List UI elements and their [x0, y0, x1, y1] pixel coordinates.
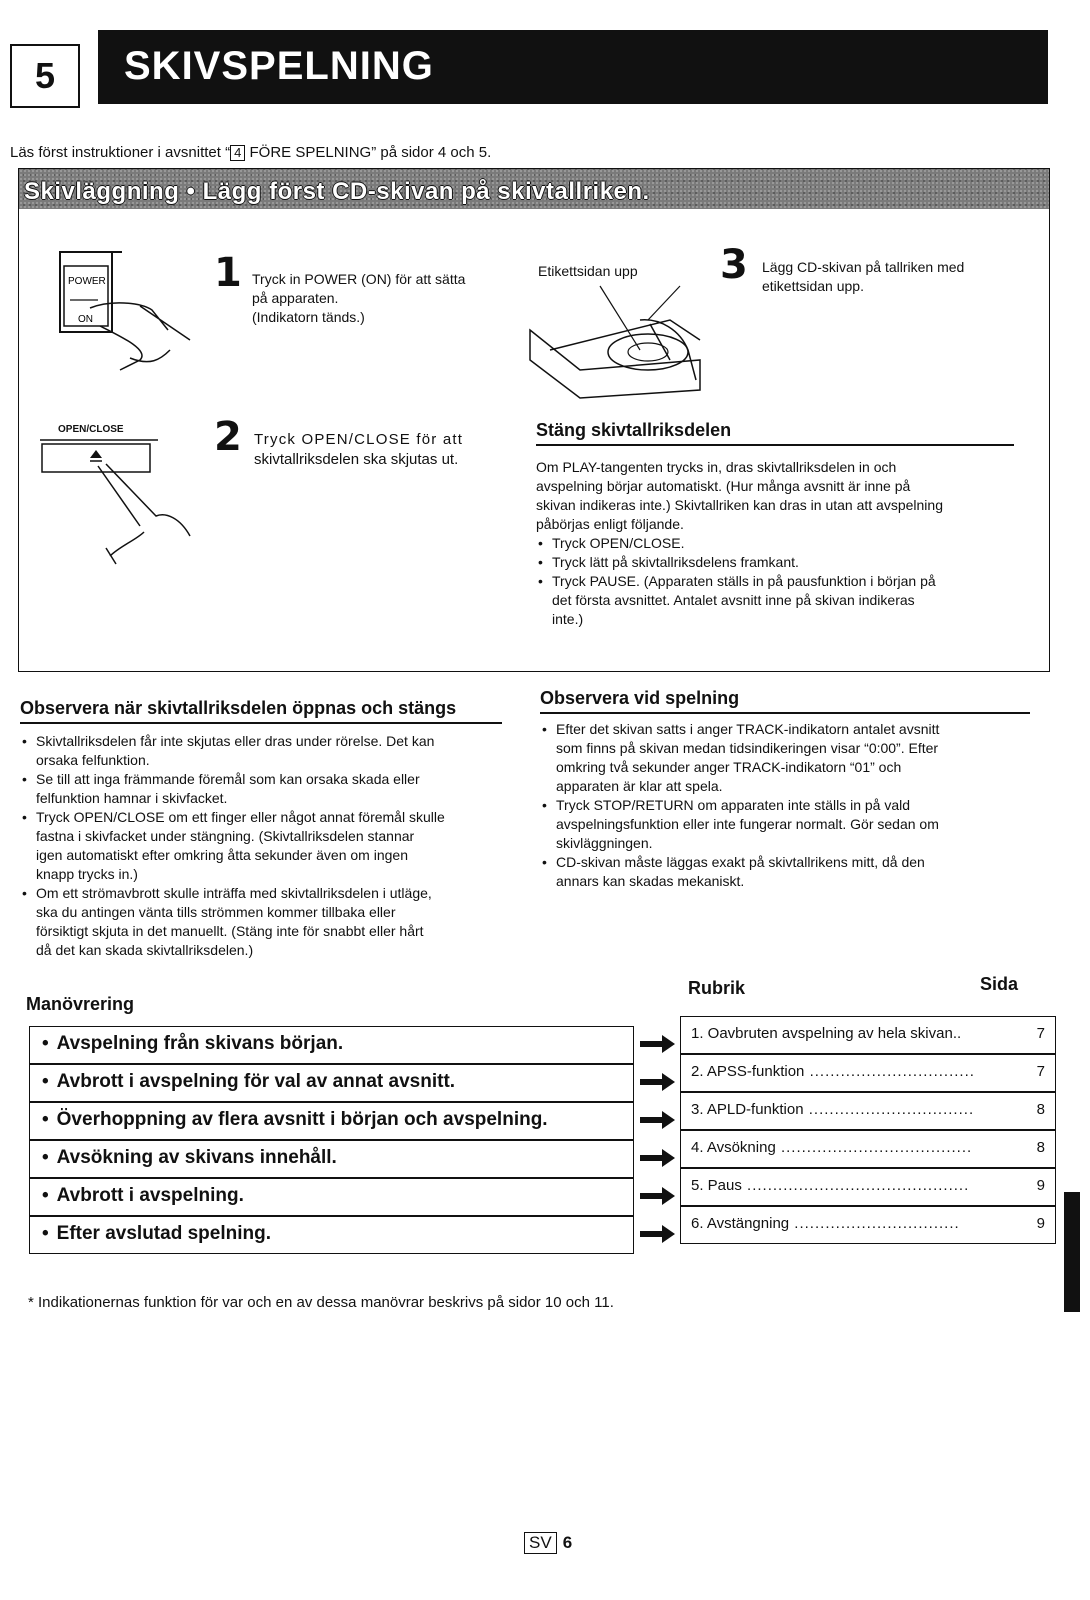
right-arrow-icon: [640, 1224, 676, 1244]
step-2-line: Tryck OPEN/CLOSE för att: [254, 431, 464, 448]
page-number-value: 6: [562, 1533, 573, 1552]
step-1-text: [252, 270, 465, 327]
on-label: ON: [78, 314, 93, 325]
operation-label: Avsökning av skivans innehåll.: [56, 1147, 337, 1168]
open-close-label: OPEN/CLOSE: [58, 424, 124, 435]
intro-text: [10, 144, 491, 161]
observe-play-list: [540, 720, 1036, 891]
topic-row: 4. Avsökning ..................................... 8: [680, 1130, 1056, 1168]
right-arrow-icon: [640, 1148, 676, 1168]
page-title: SKIVSPELNING: [124, 44, 434, 88]
open-close-illustration: [40, 436, 220, 576]
step-3-line: etikettsidan upp.: [762, 278, 864, 294]
observe-open-body: [20, 732, 510, 960]
topic-page: 8: [1036, 1139, 1045, 1156]
topic-label: 3. APLD-funktion: [691, 1101, 804, 1118]
topic-label: 1. Oavbruten avspelning av hela skivan..: [691, 1025, 962, 1042]
step-1-line: (Indikatorn tänds.): [252, 309, 365, 325]
topic-column-header: Rubrik: [688, 978, 746, 998]
right-arrow-icon: [640, 1072, 676, 1092]
footnote: * Indikationernas funktion för var och en av dessa manövrar beskrivs på sidor 10 och 11.: [28, 1294, 614, 1311]
topic-label: 5. Paus: [691, 1177, 742, 1194]
topic-page: 7: [1036, 1063, 1045, 1080]
right-arrow-icon: [640, 1186, 676, 1206]
observe-play-rule: [540, 712, 1030, 714]
close-tray-bullet: • Tryck PAUSE. (Apparaten ställs in på pausfunktion i början på det första avsnittet. Antalet avsnitt inne på skivan indikeras inte.): [536, 572, 1016, 629]
topic-row: [680, 1016, 1056, 1054]
step-1-number: 1: [214, 250, 242, 296]
operation-row: • Avbrott i avspelning.: [29, 1178, 634, 1216]
close-tray-bullet: • Tryck lätt på skivtallriksdelens framkant.: [536, 553, 1016, 572]
topic-label: 4. Avsökning: [691, 1139, 776, 1156]
intro-before: Läs först instruktioner i avsnittet “: [10, 144, 231, 161]
close-tray-heading: Stäng skivtallriksdelen: [536, 420, 732, 440]
operation-row: • Avbrott i avspelning för val av annat avsnitt.: [29, 1064, 634, 1102]
observe-play-bullet: • Tryck STOP/RETURN om apparaten inte ställs in på vald avspelningsfunktion eller inte fungerar normalt. Gör sedan om skivläggningen.: [540, 796, 1036, 853]
topic-page: 9: [1036, 1215, 1045, 1232]
observe-open-bullet: • Om ett strömavbrott skulle inträffa med skivtallriksdelen i utläge, ska du antingen vänta tills strömmen kommer tillbaka eller försiktigt skjuta in det manuellt. (Stäng inte för snabbt eller hårt då det kan skada skivtallriksdelen.): [20, 884, 510, 960]
close-tray-line: avspelning börjar automatiskt. (Hur många avsnitt är inne på: [536, 478, 911, 494]
right-arrow-icon: [640, 1034, 676, 1054]
banner-title: Skivläggning • Lägg först CD-skivan på skivtallriken.: [24, 178, 650, 205]
language-code-box: SV: [524, 1532, 557, 1554]
section-tab-marker: [1064, 1192, 1080, 1312]
topic-row: 6. Avstängning ................................ 9: [680, 1206, 1056, 1244]
right-arrow-icon: [640, 1110, 676, 1130]
step-3-text: [762, 258, 964, 296]
operation-row: • Överhoppning av flera avsnitt i början och avspelning.: [29, 1102, 634, 1140]
close-tray-line: skivan indikeras inte.) Skivtallriken kan dras in utan att avspelning: [536, 497, 943, 513]
close-tray-rule: [536, 444, 1014, 446]
operation-row: • Avsökning av skivans innehåll.: [29, 1140, 634, 1178]
topic-page: 9: [1036, 1177, 1045, 1194]
operation-row: • Avspelning från skivans början.: [29, 1026, 634, 1064]
step-2-text: [254, 430, 504, 470]
observe-open-bullet: • Skivtallriksdelen får inte skjutas eller dras under rörelse. Det kan orsaka felfunktion.: [20, 732, 510, 770]
step-3-line: Lägg CD-skivan på tallriken med: [762, 259, 965, 275]
topic-row: 2. APSS-funktion ................................ 7: [680, 1054, 1056, 1092]
operation-label: Avspelning från skivans början.: [56, 1033, 344, 1054]
close-tray-list: [536, 534, 1016, 629]
observe-open-bullet: • Se till att inga främmande föremål som kan orsaka skada eller felfunktion hamnar i skivfacket.: [20, 770, 510, 808]
observe-play-heading: Observera vid spelning: [540, 688, 740, 708]
intro-ref-box: 4: [230, 145, 245, 161]
observe-open-rule: [20, 722, 502, 724]
close-tray-body: [536, 458, 1016, 629]
label-side-up: Etikettsidan upp: [538, 263, 638, 279]
topic-page: 8: [1036, 1101, 1045, 1118]
operation-label: Överhoppning av flera avsnitt i början och avspelning.: [56, 1109, 548, 1130]
step-1-line: Tryck in POWER (ON) för att sätta: [252, 271, 466, 287]
power-button-illustration: [40, 240, 220, 380]
observe-open-heading: Observera när skivtallriksdelen öppnas och stängs: [20, 698, 457, 718]
step-2-number: 2: [214, 414, 242, 460]
topic-label: 2. APSS-funktion: [691, 1063, 805, 1080]
step-3-number: 3: [720, 242, 748, 288]
topic-row: 3. APLD-funktion ................................ 8: [680, 1092, 1056, 1130]
page-column-header: Sida: [980, 974, 1019, 994]
topic-page: 7: [1036, 1025, 1045, 1042]
operation-row: • Efter avslutad spelning.: [29, 1216, 634, 1254]
step-2-line: skivtallriksdelen ska skjutas ut.: [254, 451, 459, 468]
close-tray-line: påbörjas enligt följande.: [536, 516, 684, 532]
power-label: POWER: [68, 276, 106, 287]
observe-play-body: [540, 720, 1036, 891]
operation-label: Avbrott i avspelning.: [56, 1185, 244, 1206]
operation-label: Avbrott i avspelning för val av annat avsnitt.: [56, 1071, 456, 1092]
page-number: [524, 1532, 572, 1554]
topic-label: 6. Avstängning: [691, 1215, 790, 1232]
close-tray-bullet: • Tryck OPEN/CLOSE.: [536, 534, 1016, 553]
section-number: 5: [10, 44, 80, 108]
step-1-line: på apparaten.: [252, 290, 339, 306]
disc-tray-illustration: [520, 280, 710, 400]
close-tray-line: Om PLAY-tangenten trycks in, dras skivtallriksdelen in och: [536, 459, 897, 475]
observe-play-bullet: • CD-skivan måste läggas exakt på skivtallrikens mitt, då den annars kan skadas mekaniskt.: [540, 853, 1036, 891]
intro-after: FÖRE SPELNING” på sidor 4 och 5.: [245, 144, 492, 161]
operation-label: Efter avslutad spelning.: [56, 1223, 271, 1244]
observe-play-bullet: • Efter det skivan satts i anger TRACK-indikatorn antalet avsnitt som finns på skivan medan tidsindikeringen visar “0:00”. Efter omkring två sekunder anger TRACK-indikatorn “01” och apparaten är klar att spela.: [540, 720, 1036, 796]
topic-row: 5. Paus ........................................... 9: [680, 1168, 1056, 1206]
operations-heading: Manövrering: [26, 994, 135, 1014]
observe-open-bullet: • Tryck OPEN/CLOSE om ett finger eller något annat föremål skulle fastna i skivfacket under stängning. (Skivtallriksdelen stannar igen automatiskt efter omkring åtta sekunder även om ingen knapp trycks in.): [20, 808, 510, 884]
observe-open-list: [20, 732, 510, 960]
